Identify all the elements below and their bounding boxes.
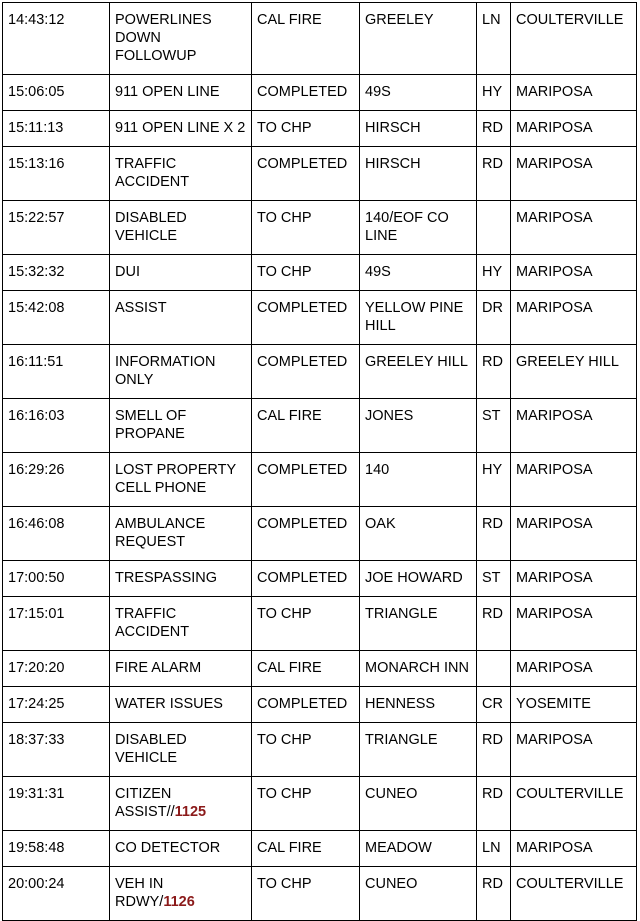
disposition-cell	[252, 3, 360, 75]
street-suffix-text: HY	[482, 264, 503, 280]
city-text: MARIPOSA	[516, 840, 593, 856]
street-suffix-cell	[477, 255, 511, 291]
street-text: CUNEO	[365, 876, 418, 892]
incident-code: 1125	[174, 804, 207, 820]
street-text: HIRSCH	[365, 156, 421, 172]
city-cell	[511, 777, 637, 831]
call-time-cell	[3, 345, 110, 399]
street-text: 140/EOF CO LINE	[365, 210, 449, 244]
street-suffix-text: HY	[482, 462, 503, 478]
call-time-cell	[3, 723, 110, 777]
disposition-cell	[252, 345, 360, 399]
street-text: 49S	[365, 264, 391, 280]
city-text: GREELEY HILL	[516, 354, 619, 370]
call-time-text: 16:46:08	[8, 516, 65, 532]
city-text: COULTERVILLE	[516, 876, 624, 892]
city-cell	[511, 147, 637, 201]
street-text: MEADOW	[365, 840, 432, 856]
street-suffix-text: CR	[482, 696, 503, 712]
call-type-text: POWERLINES DOWN FOLLOWUP	[115, 12, 212, 64]
street-suffix-text: RD	[482, 786, 503, 802]
call-type-cell	[110, 255, 252, 291]
city-text: COULTERVILLE	[516, 786, 624, 802]
table-row	[3, 723, 637, 777]
call-time-text: 17:24:25	[8, 696, 65, 712]
call-time-text: 15:11:13	[8, 120, 64, 136]
street-suffix-text: LN	[482, 840, 501, 856]
table-row	[3, 255, 637, 291]
city-text: MARIPOSA	[516, 210, 593, 226]
city-cell	[511, 831, 637, 867]
disposition-text: CAL FIRE	[257, 840, 322, 856]
call-time-text: 17:20:20	[8, 660, 65, 676]
street-cell	[360, 345, 477, 399]
call-time-cell	[3, 291, 110, 345]
call-time-cell	[3, 597, 110, 651]
street-suffix-cell	[477, 291, 511, 345]
city-text: MARIPOSA	[516, 570, 593, 586]
call-time-text: 16:11:51	[8, 354, 64, 370]
city-cell	[511, 75, 637, 111]
disposition-text: TO CHP	[257, 264, 312, 280]
street-suffix-cell	[477, 651, 511, 687]
city-cell	[511, 399, 637, 453]
street-suffix-cell	[477, 75, 511, 111]
street-suffix-cell	[477, 345, 511, 399]
street-suffix-text: RD	[482, 354, 503, 370]
call-time-text: 15:13:16	[8, 156, 65, 172]
disposition-cell	[252, 255, 360, 291]
call-type-text: DISABLED VEHICLE	[115, 732, 187, 766]
call-type-cell	[110, 201, 252, 255]
disposition-text: COMPLETED	[257, 300, 348, 316]
street-suffix-cell	[477, 147, 511, 201]
city-cell	[511, 291, 637, 345]
city-text: MARIPOSA	[516, 300, 593, 316]
call-time-text: 15:32:32	[8, 264, 65, 280]
disposition-cell	[252, 723, 360, 777]
city-text: MARIPOSA	[516, 516, 593, 532]
call-log-body	[3, 3, 637, 921]
table-row	[3, 867, 637, 921]
street-suffix-cell	[477, 3, 511, 75]
disposition-text: TO CHP	[257, 732, 312, 748]
disposition-text: TO CHP	[257, 120, 312, 136]
street-text: HENNESS	[365, 696, 436, 712]
disposition-cell	[252, 291, 360, 345]
city-cell	[511, 723, 637, 777]
street-text: TRIANGLE	[365, 732, 438, 748]
street-text: CUNEO	[365, 786, 418, 802]
street-cell	[360, 147, 477, 201]
street-cell	[360, 201, 477, 255]
disposition-text: TO CHP	[257, 876, 312, 892]
call-time-text: 19:31:31	[8, 786, 65, 802]
disposition-text: COMPLETED	[257, 156, 348, 172]
city-text: MARIPOSA	[516, 732, 593, 748]
call-type-cell	[110, 723, 252, 777]
city-cell	[511, 345, 637, 399]
city-cell	[511, 687, 637, 723]
table-row	[3, 453, 637, 507]
table-row	[3, 201, 637, 255]
street-text: OAK	[365, 516, 396, 532]
call-type-text: 911 OPEN LINE	[115, 84, 220, 100]
street-cell	[360, 507, 477, 561]
call-time-text: 16:29:26	[8, 462, 65, 478]
street-cell	[360, 75, 477, 111]
street-cell	[360, 291, 477, 345]
table-row	[3, 651, 637, 687]
street-cell	[360, 867, 477, 921]
street-cell	[360, 597, 477, 651]
street-suffix-text: RD	[482, 156, 503, 172]
call-time-cell	[3, 3, 110, 75]
call-time-cell	[3, 507, 110, 561]
disposition-cell	[252, 651, 360, 687]
street-suffix-cell	[477, 201, 511, 255]
call-type-cell	[110, 399, 252, 453]
call-type-cell	[110, 453, 252, 507]
call-type-text: WATER ISSUES	[115, 696, 223, 712]
street-suffix-cell	[477, 561, 511, 597]
city-cell	[511, 597, 637, 651]
city-text: MARIPOSA	[516, 462, 593, 478]
call-type-text: SMELL OF PROPANE	[115, 408, 187, 442]
street-suffix-text: RD	[482, 516, 503, 532]
call-type-text: DUI	[115, 264, 140, 280]
city-text: MARIPOSA	[516, 120, 593, 136]
city-cell	[511, 201, 637, 255]
city-cell	[511, 561, 637, 597]
street-suffix-text: RD	[482, 876, 503, 892]
call-time-cell	[3, 75, 110, 111]
call-time-cell	[3, 111, 110, 147]
city-cell	[511, 3, 637, 75]
city-cell	[511, 255, 637, 291]
street-suffix-text: RD	[482, 120, 503, 136]
call-type-cell	[110, 111, 252, 147]
street-suffix-cell	[477, 597, 511, 651]
city-text: MARIPOSA	[516, 660, 593, 676]
disposition-text: CAL FIRE	[257, 660, 322, 676]
call-type-cell	[110, 867, 252, 921]
disposition-cell	[252, 561, 360, 597]
table-row	[3, 831, 637, 867]
disposition-cell	[252, 777, 360, 831]
street-text: TRIANGLE	[365, 606, 438, 622]
city-cell	[511, 507, 637, 561]
disposition-cell	[252, 507, 360, 561]
city-text: MARIPOSA	[516, 84, 593, 100]
city-cell	[511, 111, 637, 147]
disposition-text: COMPLETED	[257, 516, 348, 532]
call-type-text: ASSIST	[115, 300, 167, 316]
table-row	[3, 3, 637, 75]
disposition-cell	[252, 111, 360, 147]
street-cell	[360, 651, 477, 687]
table-row	[3, 777, 637, 831]
call-type-cell	[110, 777, 252, 831]
call-time-cell	[3, 399, 110, 453]
table-row	[3, 111, 637, 147]
call-type-cell	[110, 507, 252, 561]
call-type-cell	[110, 651, 252, 687]
street-cell	[360, 561, 477, 597]
street-text: JOE HOWARD	[365, 570, 463, 586]
street-suffix-text: RD	[482, 606, 503, 622]
table-row	[3, 75, 637, 111]
call-type-text: LOST PROPERTY CELL PHONE	[115, 462, 236, 496]
street-suffix-cell	[477, 777, 511, 831]
disposition-cell	[252, 453, 360, 507]
call-type-cell	[110, 561, 252, 597]
street-cell	[360, 687, 477, 723]
street-suffix-cell	[477, 453, 511, 507]
call-log-table	[2, 2, 637, 921]
disposition-cell	[252, 147, 360, 201]
city-text: COULTERVILLE	[516, 12, 624, 28]
call-time-cell	[3, 867, 110, 921]
call-time-cell	[3, 831, 110, 867]
street-text: 49S	[365, 84, 391, 100]
call-type-text: CO DETECTOR	[115, 840, 221, 856]
street-suffix-cell	[477, 399, 511, 453]
street-suffix-text: HY	[482, 84, 503, 100]
disposition-text: TO CHP	[257, 606, 312, 622]
street-cell	[360, 255, 477, 291]
call-time-text: 18:37:33	[8, 732, 65, 748]
call-type-text: TRAFFIC ACCIDENT	[115, 156, 190, 190]
street-suffix-text: RD	[482, 732, 503, 748]
disposition-text: COMPLETED	[257, 570, 348, 586]
call-type-cell	[110, 831, 252, 867]
street-cell	[360, 111, 477, 147]
street-text: GREELEY HILL	[365, 354, 468, 370]
call-type-text: INFORMATION ONLY	[115, 354, 216, 388]
call-type-cell	[110, 3, 252, 75]
call-time-text: 15:22:57	[8, 210, 65, 226]
call-time-cell	[3, 147, 110, 201]
street-text: MONARCH INN	[365, 660, 469, 676]
street-text: YELLOW PINE HILL	[365, 300, 464, 334]
call-type-text: TRAFFIC ACCIDENT	[115, 606, 190, 640]
table-row	[3, 399, 637, 453]
call-time-text: 17:00:50	[8, 570, 65, 586]
street-suffix-cell	[477, 831, 511, 867]
call-type-cell	[110, 291, 252, 345]
street-cell	[360, 723, 477, 777]
disposition-cell	[252, 75, 360, 111]
disposition-text: COMPLETED	[257, 84, 348, 100]
disposition-text: CAL FIRE	[257, 408, 322, 424]
street-suffix-cell	[477, 867, 511, 921]
table-row	[3, 345, 637, 399]
city-cell	[511, 453, 637, 507]
call-type-cell	[110, 345, 252, 399]
street-suffix-text: ST	[482, 570, 501, 586]
call-time-text: 15:06:05	[8, 84, 65, 100]
call-type-cell	[110, 147, 252, 201]
table-row	[3, 597, 637, 651]
disposition-text: COMPLETED	[257, 354, 348, 370]
street-text: HIRSCH	[365, 120, 421, 136]
disposition-text: CAL FIRE	[257, 12, 322, 28]
call-type-text: 911 OPEN LINE X 2	[115, 120, 246, 136]
call-time-text: 15:42:08	[8, 300, 65, 316]
call-time-cell	[3, 777, 110, 831]
table-row	[3, 507, 637, 561]
call-time-cell	[3, 561, 110, 597]
street-cell	[360, 399, 477, 453]
street-suffix-cell	[477, 507, 511, 561]
table-row	[3, 291, 637, 345]
disposition-cell	[252, 867, 360, 921]
call-time-cell	[3, 687, 110, 723]
call-type-text: VEH IN RDWY/	[115, 876, 164, 910]
disposition-text: COMPLETED	[257, 696, 348, 712]
street-text: GREELEY	[365, 12, 434, 28]
disposition-text: TO CHP	[257, 210, 312, 226]
call-time-cell	[3, 201, 110, 255]
call-time-cell	[3, 255, 110, 291]
call-time-text: 14:43:12	[8, 12, 65, 28]
street-cell	[360, 453, 477, 507]
call-time-text: 20:00:24	[8, 876, 65, 892]
street-suffix-text: ST	[482, 408, 501, 424]
city-cell	[511, 651, 637, 687]
street-suffix-text: DR	[482, 300, 503, 316]
street-suffix-text: LN	[482, 12, 501, 28]
incident-code: 1126	[163, 894, 195, 910]
table-row	[3, 147, 637, 201]
call-type-text: CITIZEN ASSIST//	[115, 786, 175, 820]
street-suffix-cell	[477, 111, 511, 147]
disposition-cell	[252, 597, 360, 651]
call-type-cell	[110, 687, 252, 723]
call-time-text: 19:58:48	[8, 840, 65, 856]
call-type-text: DISABLED VEHICLE	[115, 210, 187, 244]
street-cell	[360, 831, 477, 867]
call-time-cell	[3, 453, 110, 507]
street-suffix-cell	[477, 687, 511, 723]
city-text: MARIPOSA	[516, 264, 593, 280]
disposition-text: COMPLETED	[257, 462, 348, 478]
city-text: MARIPOSA	[516, 156, 593, 172]
disposition-cell	[252, 687, 360, 723]
disposition-cell	[252, 399, 360, 453]
table-row	[3, 561, 637, 597]
call-time-text: 17:15:01	[8, 606, 65, 622]
city-cell	[511, 867, 637, 921]
disposition-text: TO CHP	[257, 786, 312, 802]
street-text: 140	[365, 462, 390, 478]
call-time-text: 16:16:03	[8, 408, 65, 424]
call-time-cell	[3, 651, 110, 687]
call-type-text: TRESPASSING	[115, 570, 218, 586]
city-text: MARIPOSA	[516, 408, 593, 424]
call-type-text: AMBULANCE REQUEST	[115, 516, 206, 550]
city-text: MARIPOSA	[516, 606, 593, 622]
street-cell	[360, 777, 477, 831]
city-text: YOSEMITE	[516, 696, 591, 712]
street-suffix-cell	[477, 723, 511, 777]
call-type-cell	[110, 75, 252, 111]
disposition-cell	[252, 201, 360, 255]
disposition-cell	[252, 831, 360, 867]
street-text: JONES	[365, 408, 414, 424]
street-cell	[360, 3, 477, 75]
table-row	[3, 687, 637, 723]
call-type-text: FIRE ALARM	[115, 660, 202, 676]
call-type-cell	[110, 597, 252, 651]
